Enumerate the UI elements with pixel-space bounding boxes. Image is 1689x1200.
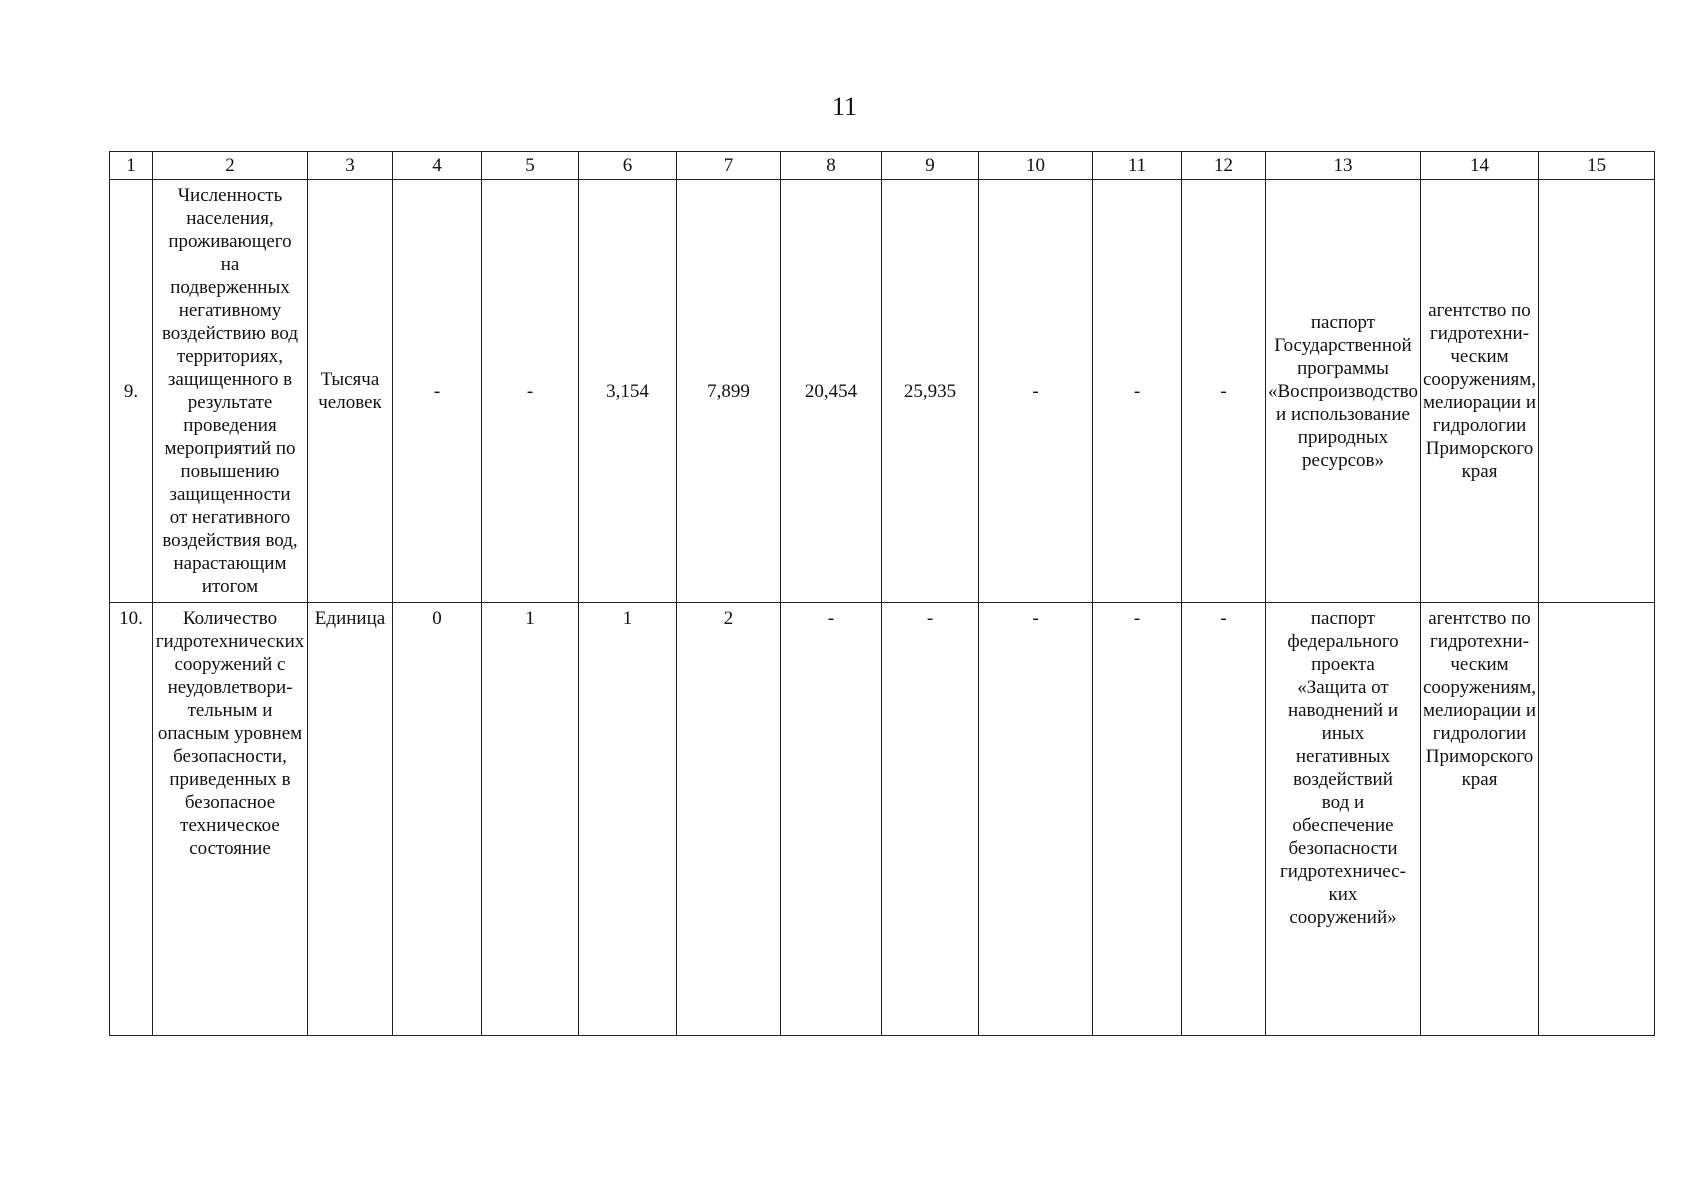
column-header: 3 (308, 152, 393, 180)
value-cell: - (979, 180, 1093, 603)
column-header: 8 (781, 152, 882, 180)
column-header: 9 (882, 152, 979, 180)
value-cell: - (979, 603, 1093, 1036)
column-header: 4 (393, 152, 482, 180)
value-cell: 1 (482, 603, 579, 1036)
unit-cell: Тысяча человек (308, 180, 393, 603)
indicator-name: Количество гидротехнических сооружений с неудовлетвори- тельным и опасным уровнем безопасности, приведенных в безопасное техническое состояние (153, 603, 308, 1036)
value-cell: - (1093, 603, 1182, 1036)
indicators-table (109, 151, 1655, 1036)
value-cell: - (393, 180, 482, 603)
column-header: 12 (1182, 152, 1266, 180)
empty-cell (1539, 603, 1655, 1036)
responsible-agency-cell: агентство по гидротехни- ческим сооружениям, мелиорации и гидрологии Приморского края (1420, 180, 1538, 603)
value-cell: - (1182, 603, 1266, 1036)
value-cell: 25,935 (882, 180, 979, 603)
page-number: 11 (831, 92, 858, 121)
value-cell: - (482, 180, 579, 603)
column-header: 11 (1093, 152, 1182, 180)
column-header: 10 (979, 152, 1093, 180)
value-cell: - (781, 603, 882, 1036)
indicator-name: Численность населения, проживающего на подверженных негативному воздействию вод территориях, защищенного в результате проведения мероприятий по повышению защищенности от негативного воздействия вод, нарастающим итогом (153, 180, 308, 603)
table-header-row (110, 152, 1655, 180)
column-header: 15 (1539, 152, 1655, 180)
column-header: 13 (1266, 152, 1421, 180)
value-cell: 1 (579, 603, 677, 1036)
unit-cell: Единица (308, 603, 393, 1036)
table-row (110, 603, 1655, 1036)
value-cell: 20,454 (781, 180, 882, 603)
value-cell: - (1182, 180, 1266, 603)
responsible-agency-cell: агентство по гидротехни- ческим сооружениям, мелиорации и гидрологии Приморского края (1420, 603, 1538, 1036)
column-header: 14 (1420, 152, 1538, 180)
value-cell: 0 (393, 603, 482, 1036)
value-cell: - (1093, 180, 1182, 603)
column-header: 6 (579, 152, 677, 180)
column-header: 5 (482, 152, 579, 180)
value-cell: 3,154 (579, 180, 677, 603)
row-number: 9. (110, 180, 153, 603)
source-document-cell: паспорт Государственной программы «Воспроизводство и использование природных ресурсов» (1266, 180, 1421, 603)
value-cell: 7,899 (677, 180, 781, 603)
empty-cell (1539, 180, 1655, 603)
table-row (110, 180, 1655, 603)
source-document-cell: паспорт федерального проекта «Защита от наводнений и иных негативных воздействий вод и обеспечение безопасности гидротехничес- ких сооружений» (1266, 603, 1421, 1036)
column-header: 7 (677, 152, 781, 180)
column-header: 2 (153, 152, 308, 180)
column-header: 1 (110, 152, 153, 180)
value-cell: - (882, 603, 979, 1036)
value-cell: 2 (677, 603, 781, 1036)
row-number: 10. (110, 603, 153, 1036)
